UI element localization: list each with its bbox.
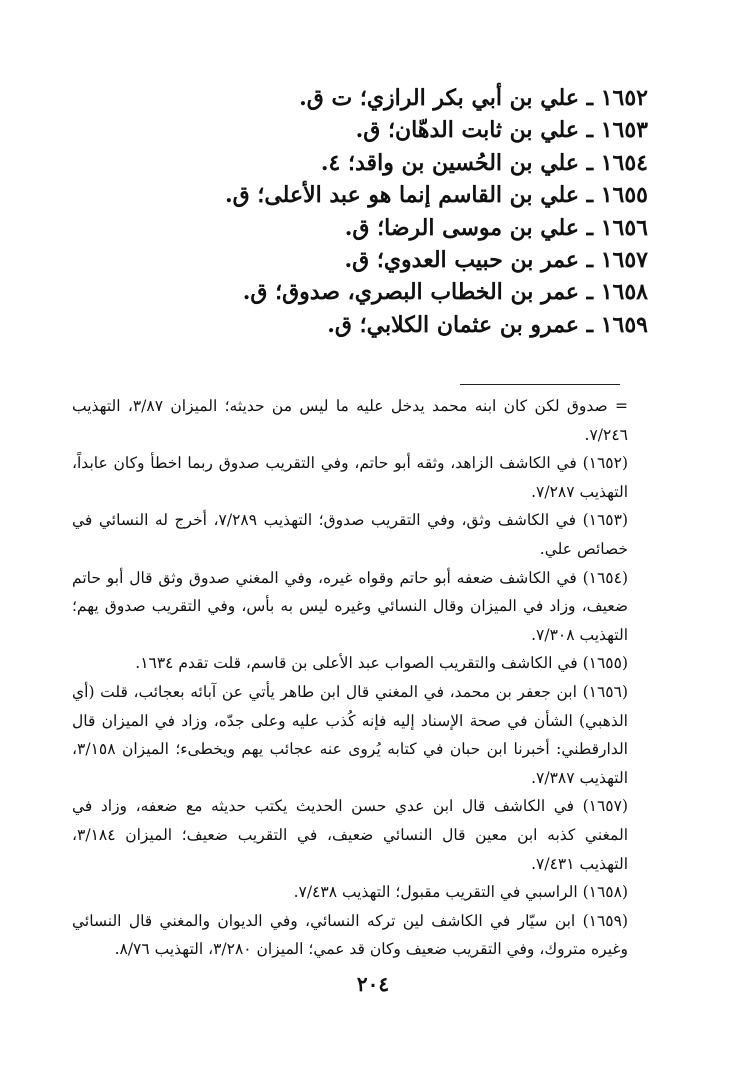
narrator-entry: ١٦٥٦ ـ علي بن موسى الرضا؛ ق. (344, 214, 648, 241)
footnote: (١٦٥٨) الراسبي في التقريب مقبول؛ التهذيب ٧/٤٣٨. (293, 883, 628, 902)
footnote: (١٦٥٤) في الكاشف ضعفه أبو حاتم وقواه غيره، وفي المغني صدوق وثق قال أبو حاتم ضعيف، وزاد في الميزان وقال النسائي وغيره ليس به بأس، وفي التقريب صدوق يهم؛ التهذيب ٧/٣٠٨. (72, 568, 628, 644)
footnotes-list (72, 392, 628, 964)
footnote: (١٦٥٥) في الكاشف والتقريب الصواب عبد الأعلى بن قاسم، قلت تقدم ١٦٣٤. (135, 654, 628, 673)
footnote: (١٦٥٩) ابن سيّار في الكاشف لين تركه النسائي، وفي الديوان والمغني قال النسائي وغيره متروك، وفي التقريب ضعيف وكان قد عمي؛ الميزان ٣/٢٨٠، التهذيب ٨/٧٦. (72, 911, 628, 959)
footnote: (١٦٥٦) ابن جعفر بن محمد، في المغني قال ابن طاهر يأتي عن آبائه بعجائب، قلت (أي الذهبي) الشأن في صحة الإسناد إليه فإنه كُذب عليه وعلى جدّه، وزاد في الميزان قال الدارقطني: أخبرنا ابن حبان في كتابه يُروى عنه عجائب يهم ويخطىء؛ الميزان ٣/١٥٨، التهذيب ٧/٣٨٧. (72, 682, 628, 787)
narrator-entry: ١٦٥٩ ـ عمرو بن عثمان الكلابي؛ ق. (327, 311, 648, 338)
footnote: (١٦٥٣) في الكاشف وثق، وفي التقريب صدوق؛ التهذيب ٧/٢٨٩، أخرج له النسائي في خصائص علي. (72, 511, 628, 558)
narrator-entry: ١٦٥٢ ـ علي بن أبي بكر الرازي؛ ت ق. (299, 85, 648, 111)
narrator-entries-list (88, 82, 648, 341)
footnote: = صدوق لكن كان ابنه محمد يدخل عليه ما ليس من حديثه؛ الميزان ٣/٨٧، التهذيب ٧/٢٤٦. (72, 397, 628, 444)
narrator-entry: ١٦٥٤ ـ علي بن الحُسين بن واقد؛ ٤. (320, 149, 648, 176)
footnote: (١٦٥٧) في الكاشف قال ابن عدي حسن الحديث يكتب حديثه مع ضعفه، وزاد في المغني كذبه ابن معين قال النسائي ضعيف، في التقريب ضعيف؛ الميزان ٣/١٨٤، التهذيب ٧/٤٣١. (72, 797, 628, 873)
narrator-entry: ١٦٥٨ ـ عمر بن الخطاب البصري، صدوق؛ ق. (242, 279, 648, 306)
narrator-entry: ١٦٥٥ ـ علي بن القاسم إنما هو عبد الأعلى؛ ق. (224, 182, 648, 209)
narrator-entry: ١٦٥٣ ـ علي بن ثابت الدهّان؛ ق. (355, 117, 648, 144)
narrator-entry: ١٦٥٧ ـ عمر بن حبيب العدوي؛ ق. (344, 246, 648, 273)
page-number: ٢٠٤ (356, 972, 390, 996)
footnote-separator (460, 384, 620, 385)
footnote: (١٦٥٢) في الكاشف الزاهد، وثقه أبو حاتم، وفي التقريب صدوق ربما اخطأ وكان عابداً، التهذيب ٧/٢٨٧. (72, 454, 628, 501)
